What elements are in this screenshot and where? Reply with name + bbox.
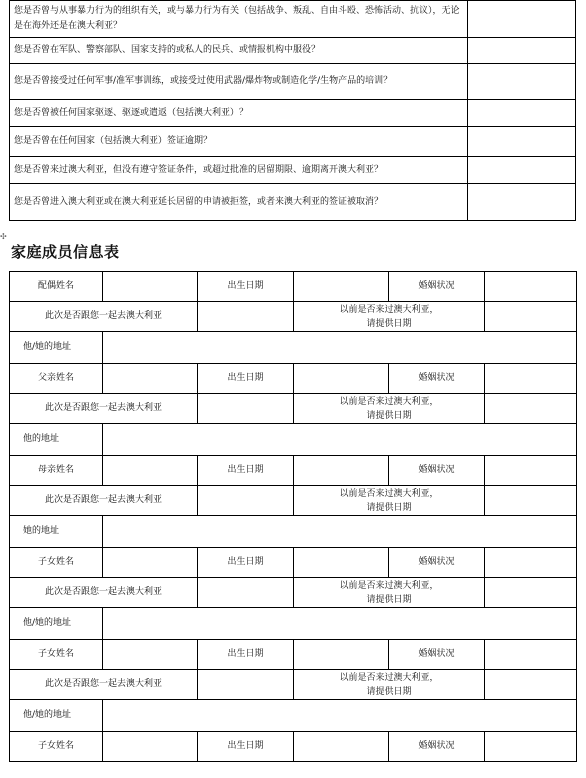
- previous-visit-line: 以前是否来过澳大利亚，: [339, 580, 439, 591]
- previous-visit-field[interactable]: [485, 486, 577, 516]
- marital-status-field[interactable]: [485, 732, 577, 762]
- previous-visit-line: 以前是否来过澳大利亚，: [339, 488, 439, 499]
- member-name-field[interactable]: [103, 456, 198, 486]
- accompany-label: 此次是否跟您一起去澳大利亚: [10, 486, 198, 516]
- marital-status-field[interactable]: [485, 456, 577, 486]
- question-row: [10, 157, 576, 184]
- table-anchor-icon: ✣: [0, 232, 7, 241]
- birth-date-field[interactable]: [294, 732, 389, 762]
- previous-visit-line: 请提供日期: [366, 410, 412, 421]
- answer-cell[interactable]: [468, 100, 576, 127]
- section-title: 家庭成员信息表: [11, 243, 120, 261]
- previous-visit-field[interactable]: [485, 578, 577, 608]
- birth-date-field[interactable]: [294, 456, 389, 486]
- address-field[interactable]: [103, 516, 577, 548]
- birth-date-label: 出生日期: [198, 732, 294, 762]
- previous-visit-line: 以前是否来过澳大利亚，: [339, 672, 439, 683]
- answer-cell[interactable]: [468, 157, 576, 184]
- previous-visit-line: 以前是否来过澳大利亚，: [339, 396, 439, 407]
- birth-date-field[interactable]: [294, 548, 389, 578]
- member-travel-row: [10, 486, 577, 516]
- question-row: [10, 127, 576, 157]
- member-name-field[interactable]: [103, 732, 198, 762]
- accompany-field[interactable]: [198, 578, 294, 608]
- accompany-label: 此次是否跟您一起去澳大利亚: [10, 394, 198, 424]
- member-name-row: [10, 456, 577, 486]
- member-travel-row: [10, 302, 577, 332]
- marital-status-label: 婚姻状况: [389, 640, 485, 670]
- question-row: [10, 1, 576, 38]
- member-travel-row: [10, 578, 577, 608]
- member-name-label: 子女姓名: [10, 732, 103, 762]
- member-travel-row: [10, 394, 577, 424]
- previous-visit-line: 请提供日期: [366, 318, 412, 329]
- question-row: [10, 64, 576, 100]
- member-name-row: [10, 732, 577, 762]
- answer-cell[interactable]: [468, 64, 576, 100]
- answer-cell[interactable]: [468, 184, 576, 221]
- birth-date-field[interactable]: [294, 272, 389, 302]
- marital-status-label: 婚姻状况: [389, 456, 485, 486]
- address-label: 他/她的地址: [10, 332, 103, 364]
- answer-cell[interactable]: [468, 1, 576, 38]
- member-name-label: 子女姓名: [10, 548, 103, 578]
- question-text: 您是否曾与从事暴力行为的组织有关，或与暴力行为有关（包括战争、叛乱、自由斗殴、恐怖活动、抗议），无论是在海外还是在澳大利亚？: [10, 1, 468, 38]
- member-name-row: [10, 548, 577, 578]
- accompany-field[interactable]: [198, 486, 294, 516]
- previous-visit-label: [294, 486, 485, 516]
- previous-visit-line: 请提供日期: [366, 686, 412, 697]
- member-name-row: [10, 640, 577, 670]
- member-name-label: 子女姓名: [10, 640, 103, 670]
- address-label: 他的地址: [10, 424, 103, 456]
- question-text: 您是否曾在任何国家（包括澳大利亚）签证逾期？: [10, 127, 468, 157]
- marital-status-label: 婚姻状况: [389, 272, 485, 302]
- previous-visit-line: 以前是否来过澳大利亚，: [339, 304, 439, 315]
- question-text: 您是否曾接受过任何军事/准军事训练，或接受过使用武器/爆炸物或制造化学/生物产品的培训？: [10, 64, 468, 100]
- member-name-label: 配偶姓名: [10, 272, 103, 302]
- question-row: [10, 100, 576, 127]
- member-name-field[interactable]: [103, 364, 198, 394]
- member-name-field[interactable]: [103, 640, 198, 670]
- question-row: [10, 38, 576, 64]
- marital-status-field[interactable]: [485, 364, 577, 394]
- marital-status-label: 婚姻状况: [389, 364, 485, 394]
- birth-date-field[interactable]: [294, 640, 389, 670]
- marital-status-label: 婚姻状况: [389, 732, 485, 762]
- birth-date-label: 出生日期: [198, 640, 294, 670]
- address-field[interactable]: [103, 332, 577, 364]
- address-field[interactable]: [103, 608, 577, 640]
- previous-visit-label: [294, 394, 485, 424]
- member-name-row: [10, 364, 577, 394]
- member-address-row: [10, 332, 577, 364]
- accompany-label: 此次是否跟您一起去澳大利亚: [10, 670, 198, 700]
- question-text: 您是否曾进入澳大利亚或在澳大利亚延长居留的申请被拒签，或者来澳大利亚的签证被取消？: [10, 184, 468, 221]
- address-label: 他/她的地址: [10, 608, 103, 640]
- member-name-field[interactable]: [103, 548, 198, 578]
- address-label: 她的地址: [10, 516, 103, 548]
- previous-visit-label: [294, 302, 485, 332]
- question-text: 您是否曾被任何国家驱逐、驱逐或遣返（包括澳大利亚）？: [10, 100, 468, 127]
- marital-status-field[interactable]: [485, 272, 577, 302]
- family-members-table: [9, 271, 577, 762]
- question-row: [10, 184, 576, 221]
- birth-date-label: 出生日期: [198, 456, 294, 486]
- address-label: 他/她的地址: [10, 700, 103, 732]
- accompany-label: 此次是否跟您一起去澳大利亚: [10, 302, 198, 332]
- marital-status-label: 婚姻状况: [389, 548, 485, 578]
- previous-visit-label: [294, 578, 485, 608]
- birth-date-label: 出生日期: [198, 548, 294, 578]
- previous-visit-line: 请提供日期: [366, 502, 412, 513]
- previous-visit-field[interactable]: [485, 670, 577, 700]
- marital-status-field[interactable]: [485, 548, 577, 578]
- member-travel-row: [10, 670, 577, 700]
- birth-date-label: 出生日期: [198, 272, 294, 302]
- address-field[interactable]: [103, 424, 577, 456]
- member-address-row: [10, 608, 577, 640]
- accompany-field[interactable]: [198, 302, 294, 332]
- question-text: 您是否曾来过澳大利亚，但没有遵守签证条件，或超过批准的居留期限、逾期离开澳大利亚？: [10, 157, 468, 184]
- member-name-row: [10, 272, 577, 302]
- answer-cell[interactable]: [468, 127, 576, 157]
- birth-date-label: 出生日期: [198, 364, 294, 394]
- accompany-field[interactable]: [198, 670, 294, 700]
- answer-cell[interactable]: [468, 38, 576, 64]
- member-name-field[interactable]: [103, 272, 198, 302]
- question-text: 您是否曾在军队、警察部队、国家支持的或私人的民兵、或情报机构中服役？: [10, 38, 468, 64]
- accompany-label: 此次是否跟您一起去澳大利亚: [10, 578, 198, 608]
- birth-date-field[interactable]: [294, 364, 389, 394]
- previous-visit-field[interactable]: [485, 302, 577, 332]
- marital-status-field[interactable]: [485, 640, 577, 670]
- previous-visit-label: [294, 670, 485, 700]
- security-questions-table: [9, 0, 576, 221]
- address-field[interactable]: [103, 700, 577, 732]
- member-name-label: 父亲姓名: [10, 364, 103, 394]
- member-address-row: [10, 424, 577, 456]
- member-address-row: [10, 700, 577, 732]
- previous-visit-field[interactable]: [485, 394, 577, 424]
- member-address-row: [10, 516, 577, 548]
- previous-visit-line: 请提供日期: [366, 594, 412, 605]
- member-name-label: 母亲姓名: [10, 456, 103, 486]
- accompany-field[interactable]: [198, 394, 294, 424]
